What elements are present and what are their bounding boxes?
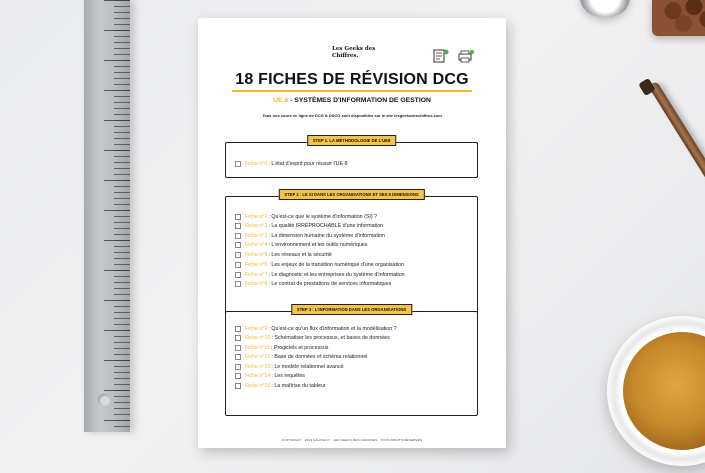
- item-text: : La maîtrise du tableur: [271, 382, 326, 389]
- item-number: Fiche n°14: [245, 373, 271, 379]
- section-box-3: [225, 307, 478, 416]
- section-box-1: [225, 138, 478, 178]
- list-item[interactable]: [235, 212, 377, 221]
- brand-logo: Les Geeks des Chiffres.: [332, 46, 376, 59]
- pen: [648, 81, 705, 205]
- ruler-major-ticks: [104, 0, 130, 432]
- list-item[interactable]: [235, 324, 397, 333]
- printer-icon: [458, 49, 474, 63]
- step-label-3: STEP 3 : L'INFORMATION DANS LES ORGANISATIONS: [291, 304, 412, 315]
- checkbox[interactable]: [235, 214, 241, 220]
- checkbox[interactable]: [235, 364, 241, 370]
- steel-ruler: [84, 0, 130, 432]
- subtitle-separator: -: [288, 97, 295, 104]
- list-item[interactable]: [235, 343, 328, 352]
- item-text: : Schématiser les processus, et bases de données: [271, 335, 390, 341]
- item-text: : Les réseaux et la sécurité: [268, 251, 332, 258]
- item-number: Fiche n°8: [245, 281, 268, 287]
- item-text: : Le contrat de prestations de services informatiques: [268, 281, 392, 287]
- section-box-2: [225, 192, 478, 316]
- item-text: : Qu'est-ce que le système d'information (SI) ?: [268, 213, 378, 220]
- checkbox[interactable]: [235, 326, 241, 332]
- list-item[interactable]: [235, 381, 326, 390]
- item-number: Fiche n°15: [245, 382, 271, 389]
- checkbox[interactable]: [235, 345, 241, 351]
- list-item[interactable]: [235, 280, 391, 289]
- item-text: : Base de données et schéma relationnel: [271, 354, 368, 360]
- checkbox[interactable]: [235, 262, 241, 268]
- checkbox[interactable]: [235, 281, 241, 287]
- revision-sheet-document: [198, 18, 506, 448]
- checkbox[interactable]: [235, 272, 241, 278]
- item-text: : Le diagnostic et les entreprises du système d'information: [268, 271, 405, 278]
- tin-lid: [580, 0, 630, 18]
- item-text: : Qu'est-ce qu'un flux d'information et la modélisation ?: [268, 325, 397, 332]
- checkbox[interactable]: [235, 354, 241, 360]
- item-text: : Les enjeux de la transition numérique d'une organisation: [268, 262, 405, 268]
- checkbox[interactable]: [235, 373, 241, 379]
- list-item[interactable]: [235, 250, 332, 259]
- item-number: Fiche n°6: [245, 262, 268, 268]
- list-item[interactable]: [235, 372, 305, 381]
- item-number: Fiche n°9: [245, 325, 268, 332]
- list-item[interactable]: [235, 159, 347, 168]
- subtitle-text: SYSTÈMES D'INFORMATION DE GESTION: [294, 97, 431, 104]
- copyright-footer: COPYRIGHT · 2023 SALINGUY · LES GEEKS DES CHIFFRES · TOUS DROITS RÉSERVÉS: [281, 438, 423, 442]
- list-item[interactable]: [235, 334, 390, 343]
- list-item[interactable]: [235, 270, 405, 279]
- item-number: Fiche n°7: [245, 271, 268, 278]
- item-number: Fiche n°12: [245, 354, 271, 360]
- item-text: : L'état d'esprit pour réussir l'UE 8: [268, 160, 348, 167]
- intro-text: Tous nos cours en ligne de DCG & DSCG sont disponibles sur le site lesgeeksdeschiffres.com: [262, 113, 442, 118]
- checkbox[interactable]: [235, 252, 241, 258]
- checkbox[interactable]: [235, 233, 241, 239]
- item-number: Fiche n°2: [245, 223, 268, 229]
- coffee-beans-box: [652, 0, 705, 36]
- title-underline: [232, 90, 472, 92]
- step-label-1: STEP 1. LA MÉTHODOLOGIE DE L'UE8: [307, 135, 397, 146]
- list-item[interactable]: [235, 261, 404, 270]
- document-icon: [433, 49, 449, 63]
- item-number: Fiche n°13: [245, 363, 271, 370]
- ruler-hole: [98, 394, 110, 406]
- page-title: 18 FICHES DE RÉVISION DCG: [235, 71, 469, 88]
- item-number: Fiche n°3: [245, 232, 268, 239]
- checkbox[interactable]: [235, 335, 241, 341]
- subtitle-ue: UE 8: [273, 97, 289, 104]
- list-item[interactable]: [235, 231, 385, 240]
- item-text: : La dimension humaine du système d'information: [268, 232, 385, 239]
- checkbox[interactable]: [235, 223, 241, 229]
- item-number: Fiche n°11: [245, 344, 270, 351]
- item-number: Fiche n°1: [245, 213, 268, 220]
- checkbox[interactable]: [235, 383, 241, 389]
- item-text: : Progiciels et processus: [271, 344, 329, 351]
- item-number: Fiche n°10: [245, 335, 271, 341]
- list-item[interactable]: [235, 241, 368, 250]
- item-text: : Les requêtes: [271, 373, 305, 379]
- item-number: Fiche n°0: [245, 160, 268, 167]
- item-number: Fiche n°4: [245, 242, 268, 248]
- step-label-2: STEP 2 : LE SI DANS LES ORGANISATIONS ET SES 5 DIMENSIONS: [278, 189, 424, 200]
- page-subtitle: [198, 97, 506, 104]
- checkbox[interactable]: [235, 242, 241, 248]
- list-item[interactable]: [235, 362, 344, 371]
- item-text: : L'environnement et les outils numériques: [268, 242, 368, 248]
- item-number: Fiche n°5: [245, 251, 268, 258]
- item-text: : La qualité IRRÉPROCHABLE d'une information: [268, 223, 384, 229]
- list-item[interactable]: [235, 353, 367, 362]
- item-text: : Le modèle relationnel avancé: [271, 363, 344, 370]
- list-item[interactable]: [235, 222, 383, 231]
- checkbox[interactable]: [235, 161, 241, 167]
